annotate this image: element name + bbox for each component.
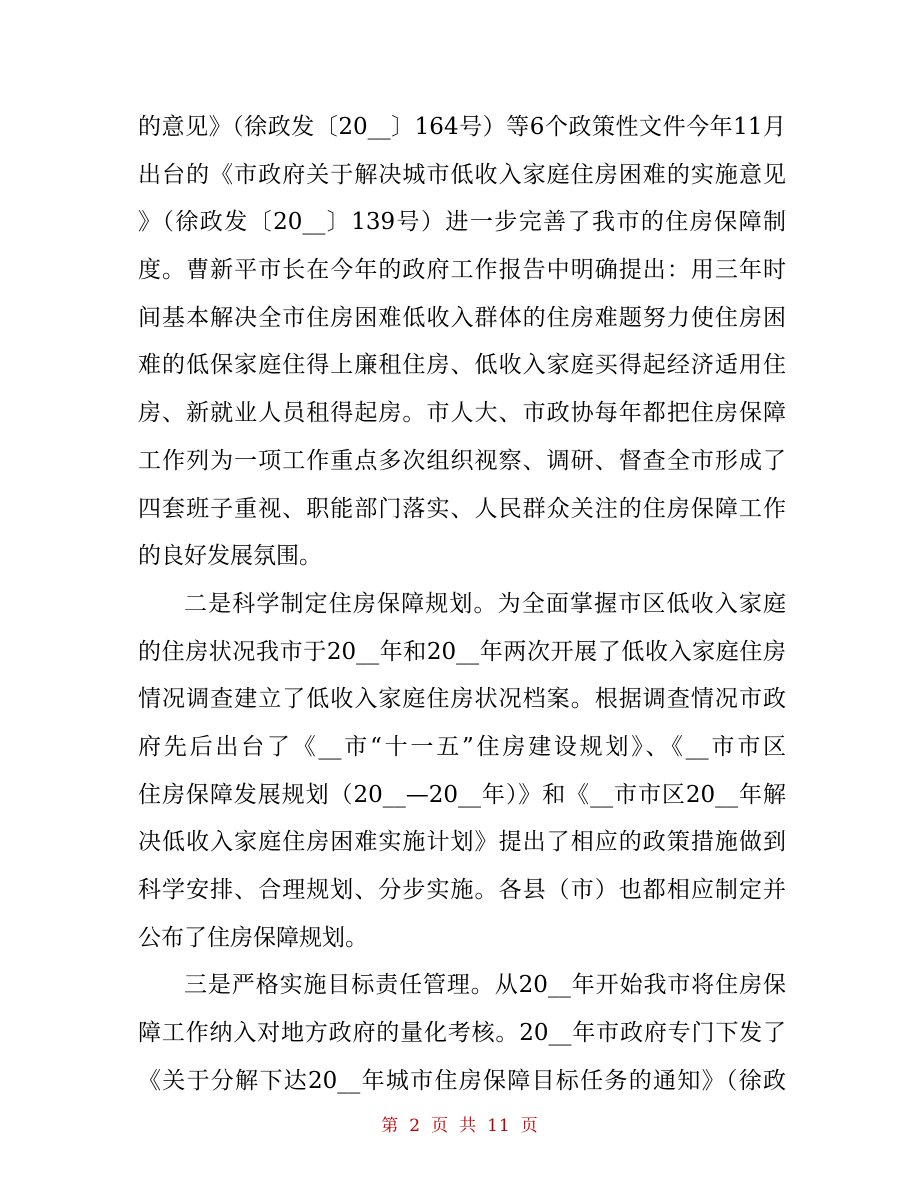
text-line: 的住房状况我市于20__年和20__年两次开展了低收入家庭住房 <box>138 638 786 665</box>
text-line: 府先后出台了《__市“十一五”住房建设规划》、《__市市区 <box>138 733 786 760</box>
paragraph <box>138 962 786 1105</box>
text-line: 的良好发展氛围。 <box>138 543 322 570</box>
text-line: 住房保障发展规划（20__—20__年）》和《__市市区20__年解 <box>138 781 786 808</box>
text-line: 决低收入家庭住房困难实施计划》提出了相应的政策措施做到 <box>138 829 786 856</box>
text-line: 》（徐政发〔20__〕139号）进一步完善了我市的住房保障制 <box>138 209 786 236</box>
text-line: 难的低保家庭住得上廉租住房、低收入家庭买得起经济适用住 <box>138 352 786 379</box>
footer-page-number: 2 <box>409 1116 422 1136</box>
footer-gong: 共 <box>459 1116 478 1136</box>
text-line: 间基本解决全市住房困难低收入群体的住房难题努力使住房困 <box>138 304 786 331</box>
footer-ye: 页 <box>431 1116 450 1136</box>
footer-total-pages: 11 <box>487 1116 511 1136</box>
text-line: 《关于分解下达20__年城市住房保障目标任务的通知》（徐政 <box>138 1067 786 1094</box>
paragraph <box>138 104 786 581</box>
page-footer <box>0 1111 920 1136</box>
footer-di: 第 <box>381 1116 400 1136</box>
footer-ye2: 页 <box>520 1116 539 1136</box>
paragraph <box>138 581 786 963</box>
document-body <box>138 104 786 1105</box>
text-line: 障工作纳入对地方政府的量化考核。20__年市政府专门下发了 <box>138 1020 786 1047</box>
text-line: 四套班子重视、职能部门落实、人民群众关注的住房保障工作 <box>138 495 786 522</box>
text-line: 工作列为一项工作重点多次组织视察、调研、督查全市形成了 <box>138 447 786 474</box>
text-line: 三是严格实施目标责任管理。从20__年开始我市将住房保 <box>184 972 786 999</box>
text-line: 二是科学制定住房保障规划。为全面掌握市区低收入家庭 <box>184 590 786 617</box>
text-line: 度。曹新平市长在今年的政府工作报告中明确提出：用三年时 <box>138 257 786 284</box>
text-line: 科学安排、合理规划、分步实施。各县（市）也都相应制定并 <box>138 877 786 903</box>
text-line: 出台的《市政府关于解决城市低收入家庭住房困难的实施意见 <box>138 161 786 188</box>
text-line: 房、新就业人员租得起房。市人大、市政协每年都把住房保障 <box>138 400 786 427</box>
text-line: 的意见》（徐政发〔20__〕164号）等6个政策性文件今年11月 <box>138 114 786 140</box>
text-line: 公布了住房保障规划。 <box>138 924 368 951</box>
text-line: 情况调查建立了低收入家庭住房状况档案。根据调查情况市政 <box>138 686 786 713</box>
